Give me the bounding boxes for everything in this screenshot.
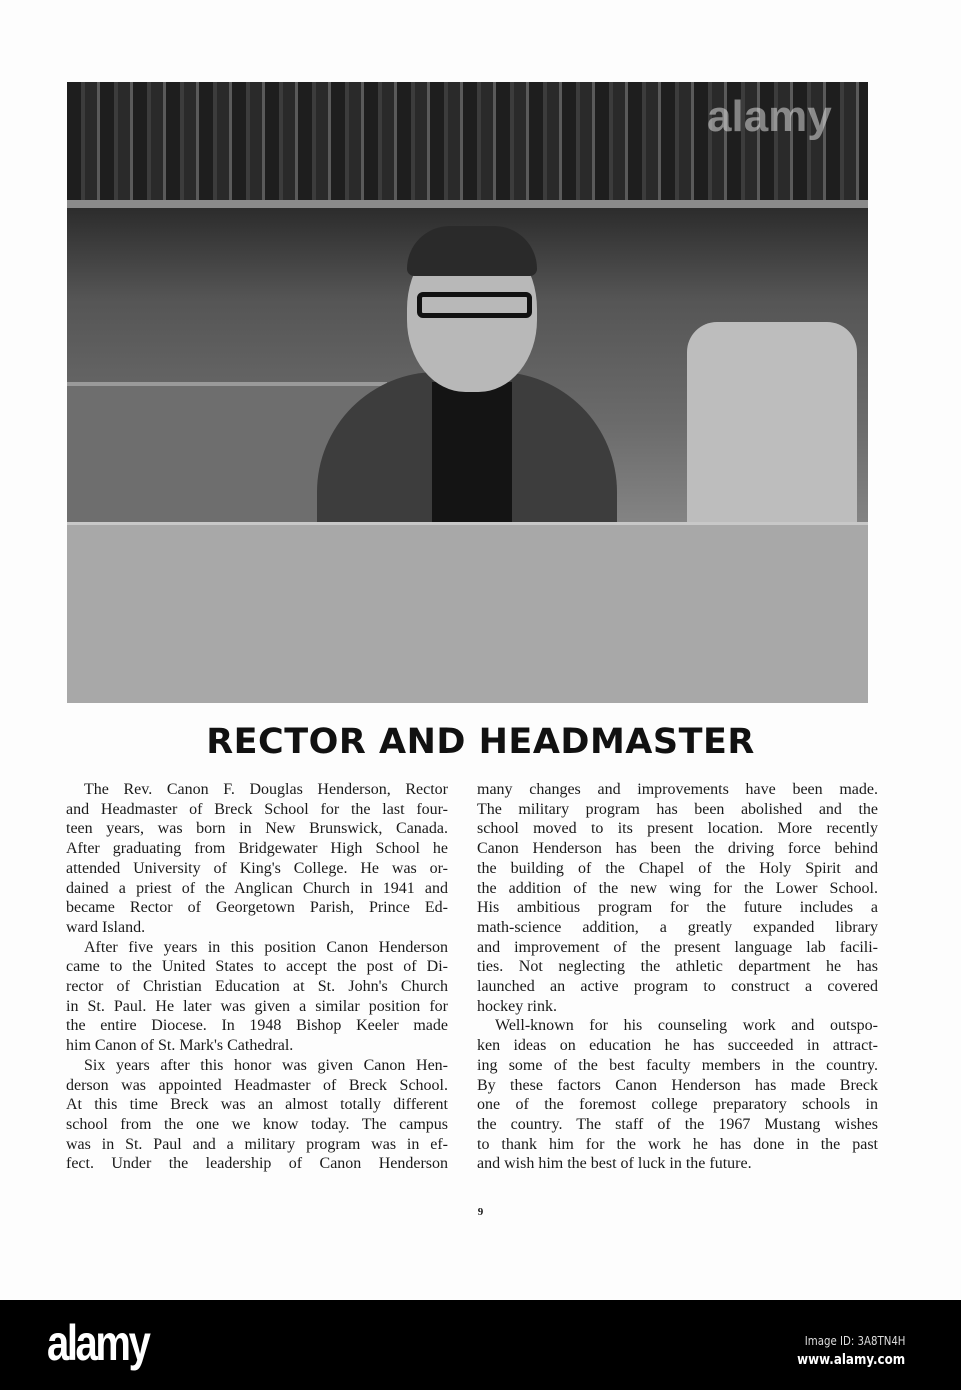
alamy-logo: alamy <box>47 1315 149 1371</box>
text-line: was in St. Paul and a military program was in ef- <box>66 1135 448 1153</box>
text-line: ward Island. <box>66 918 146 936</box>
page-title: RECTOR AND HEADMASTER <box>206 722 755 762</box>
site-url: www.alamy.com <box>796 1352 905 1368</box>
text-line: The military program has been abolished and the <box>477 800 878 818</box>
text-line: The Rev. Canon F. Douglas Henderson, Rector <box>84 781 448 798</box>
text-line: one of the foremost college preparatory schools in <box>477 1096 878 1114</box>
text-line: him Canon of St. Mark's Cathedral. <box>66 1037 294 1055</box>
text-line: hockey rink. <box>477 997 557 1015</box>
watermark-footer <box>0 1300 961 1390</box>
text-line: school moved to its present location. More recently <box>477 820 878 838</box>
text-line: the entire Diocese. In 1948 Bishop Keeler made <box>66 1017 448 1035</box>
photo-watermark: alamy <box>707 92 832 141</box>
text-line: and wish him the best of luck in the future. <box>477 1155 752 1173</box>
desk <box>67 522 868 703</box>
text-line: in St. Paul. He later was given a similar position for <box>66 997 448 1015</box>
image-id: Image ID: 3A8TN4H <box>804 1334 905 1348</box>
right-column <box>477 780 878 1174</box>
text-line: Canon Henderson has been the driving force behind <box>477 840 878 858</box>
text-line: At this time Breck was an almost totally different <box>66 1096 448 1114</box>
text-line: derson was appointed Headmaster of Breck School. <box>66 1076 448 1094</box>
text-line: attended University of King's College. He was or- <box>66 859 448 877</box>
text-line: His ambitious program for the future includes a <box>477 899 878 917</box>
text-line: and Headmaster of Breck School for the last four- <box>66 800 448 818</box>
text-line: and improvement of the present language lab facili- <box>477 938 878 956</box>
text-line: the addition of the new wing for the Lower School. <box>477 879 878 897</box>
text-line: math-science addition, a greatly expanded library <box>477 918 878 936</box>
shelf-board <box>67 200 868 208</box>
text-line: After five years in this position Canon Henderson <box>84 938 448 956</box>
headmaster-photo <box>67 82 868 703</box>
text-line: After graduating from Bridgewater High School he <box>66 840 448 858</box>
text-line: By these factors Canon Henderson has made Breck <box>477 1076 878 1094</box>
text-line: became Rector of Georgetown Parish, Prince Ed- <box>66 899 448 917</box>
text-line: rector of Christian Education at St. John's Church <box>66 978 448 996</box>
text-line: to thank him for the work he has done in the past <box>477 1135 878 1153</box>
text-line: dained a priest of the Anglican Church in 1941 and <box>66 879 448 897</box>
text-line: ing some of the best faculty members in the country. <box>477 1056 878 1074</box>
text-line: many changes and improvements have been made. <box>477 781 878 798</box>
text-line: ken ideas on education he has succeeded in attract- <box>477 1037 878 1055</box>
text-line: the country. The staff of the 1967 Mustang wishes <box>477 1115 878 1133</box>
left-column <box>66 780 448 1174</box>
glasses <box>417 292 532 318</box>
page-number: 9 <box>477 1206 484 1218</box>
text-line: ties. Not neglecting the athletic department he has <box>477 958 878 976</box>
text-line: fect. Under the leadership of Canon Henderson <box>66 1155 448 1173</box>
text-line: the building of the Chapel of the Holy Spirit and <box>477 859 878 877</box>
text-line: school from the one we know today. The campus <box>66 1115 448 1133</box>
text-line: Well-known for his counseling work and outspo- <box>495 1017 878 1035</box>
text-line: came to the United States to accept the post of Di- <box>66 958 448 976</box>
text-line: launched an active program to construct a covered <box>477 978 878 996</box>
text-line: teen years, was born in New Brunswick, Canada. <box>66 820 448 838</box>
hair <box>407 226 537 276</box>
text-line: Six years after this honor was given Canon Hen- <box>84 1056 448 1074</box>
